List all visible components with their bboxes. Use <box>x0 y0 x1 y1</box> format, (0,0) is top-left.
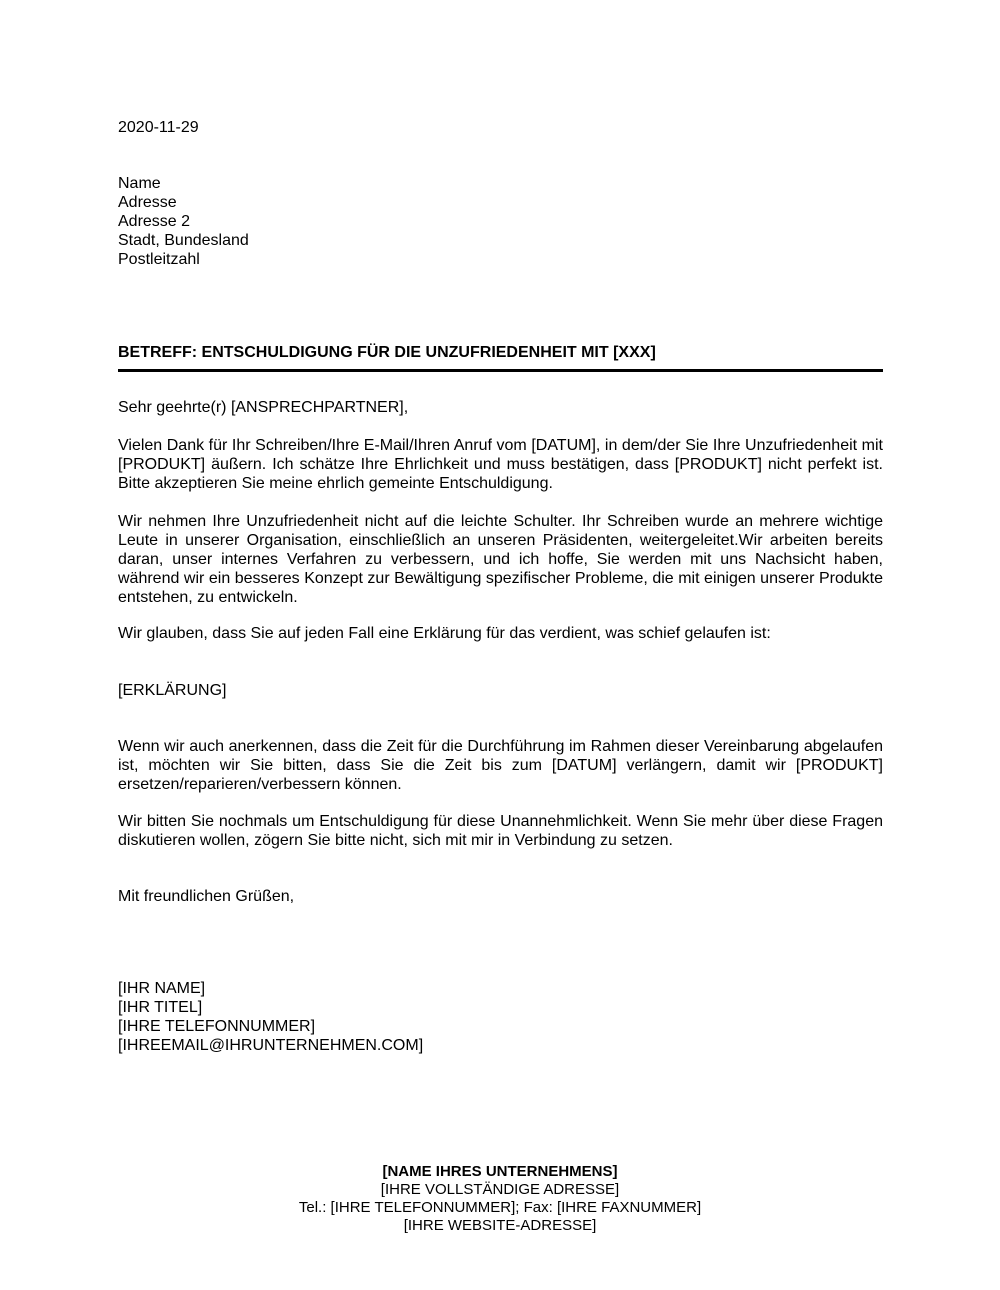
signature-name: [IHR NAME] <box>118 980 206 997</box>
subject-text: BETREFF: ENTSCHULDIGUNG FÜR DIE UNZUFRIEDENHEIT MIT [XXX] <box>118 344 656 361</box>
recipient-name: Name <box>118 175 161 192</box>
footer-contact: Tel.: [IHRE TELEFONNUMMER]; Fax: [IHRE FAXNUMMER] <box>298 1199 702 1216</box>
recipient-address-line1: Adresse <box>118 194 177 211</box>
signature-block <box>118 979 883 1055</box>
closing-text: Mit freundlichen Grüßen, <box>118 888 295 905</box>
recipient-zip: Postleitzahl <box>118 251 200 268</box>
paragraph-4-text: Wenn wir auch anerkennen, dass die Zeit für die Durchführung im Rahmen dieser Vereinbarung abgelaufen ist, möchten wir Sie bitten, dass Sie die Zeit bis zum [DATUM] verlängern, damit wir [PRODUKT] ersetzen/reparieren/verbessern können. <box>118 738 883 793</box>
letter-date <box>118 118 883 137</box>
paragraph-5 <box>118 812 883 850</box>
salutation-text: Sehr geehrte(r) [ANSPRECHPARTNER], <box>118 399 409 416</box>
date-text: 2020-11-29 <box>118 119 199 136</box>
signature-title: [IHR TITEL] <box>118 999 203 1016</box>
paragraph-3-text: Wir glauben, dass Sie auf jeden Fall eine Erklärung für das verdient, was schief gelaufen ist: <box>118 625 771 642</box>
recipient-address-line2: Adresse 2 <box>118 213 191 230</box>
explanation-text: [ERKLÄRUNG] <box>118 682 227 699</box>
paragraph-1-text: Vielen Dank für Ihr Schreiben/Ihre E-Mail/Ihren Anruf vom [DATUM], in dem/der Sie Ihre Unzufriedenheit mit [PRODUKT] äußern. Ich schätze Ihre Ehrlichkeit und muss bestätigen, dass [PRODUKT] nicht perfekt ist. Bitte akzeptieren Sie meine ehrlich gemeinte Entschuldigung. <box>118 437 883 492</box>
subject-line <box>118 343 883 362</box>
paragraph-1 <box>118 436 883 493</box>
recipient-city-state: Stadt, Bundesland <box>118 232 249 249</box>
footer-website: [IHRE WEBSITE-ADRESSE] <box>403 1217 597 1234</box>
paragraph-4 <box>118 737 883 794</box>
salutation <box>118 398 883 417</box>
paragraph-3 <box>118 624 883 643</box>
signature-email: [IHREEMAIL@IHRUNTERNEHMEN.COM] <box>118 1037 424 1054</box>
paragraph-2-text: Wir nehmen Ihre Unzufriedenheit nicht auf die leichte Schulter. Ihr Schreiben wurde an mehrere wichtige Leute in unserer Organisation, einschließlich an unseren Präsidenten, weitergeleitet.Wir arbeiten bereits daran, unser internes Verfahren zu verbessern, und ich hoffe, Sie werden mit uns Nachsicht haben, während wir ein besseres Konzept zur Bewältigung spezifischer Probleme, die mit einigen unserer Produkte entstehen, zu entwickeln. <box>118 513 883 606</box>
paragraph-2 <box>118 512 883 607</box>
footer-company-name: [NAME IHRES UNTERNEHMENS] <box>382 1163 618 1180</box>
recipient-address <box>118 174 883 269</box>
subject-divider <box>118 369 883 372</box>
company-footer <box>0 1163 1000 1235</box>
explanation-placeholder <box>118 681 883 700</box>
closing <box>118 887 883 906</box>
paragraph-5-text: Wir bitten Sie nochmals um Entschuldigung für diese Unannehmlichkeit. Wenn Sie mehr über diese Fragen diskutieren wollen, zögern Sie bitte nicht, sich mit mir in Verbindung zu setzen. <box>118 813 883 849</box>
signature-phone: [IHRE TELEFONNUMMER] <box>118 1018 316 1035</box>
footer-address: [IHRE VOLLSTÄNDIGE ADRESSE] <box>380 1181 620 1198</box>
